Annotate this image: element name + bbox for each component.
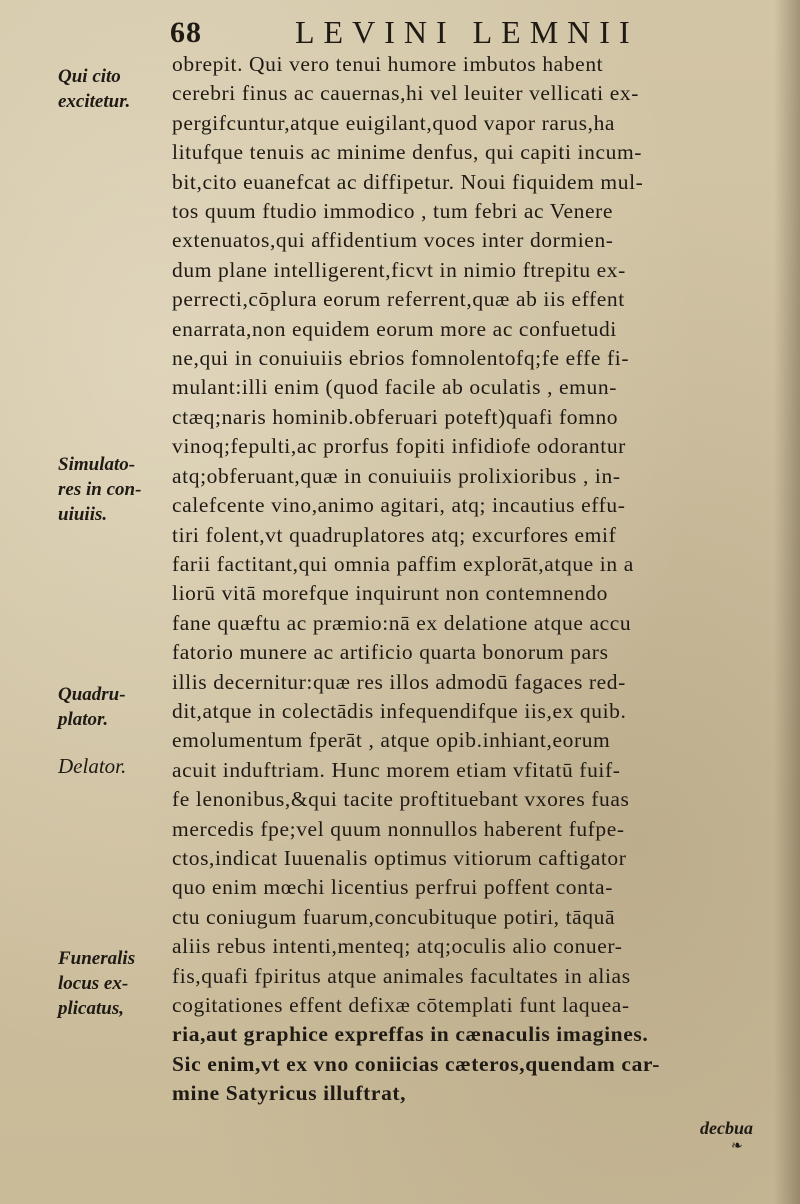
text-line: fatorio munere ac artificio quarta bonorum pars [172, 640, 609, 665]
text-line: ne,qui in conuiuiis ebrios fomnolentofq;fe effe fi- [172, 346, 630, 371]
text-line: enarrata,non equidem eorum more ac confuetudi [172, 316, 617, 341]
text-line: aliis rebus intenti,menteq; atq;oculis alio conuer- [172, 934, 623, 959]
text-line: tos quum ftudio immodico , tum febri ac Venere [172, 199, 613, 224]
margin-note: Delator. [58, 754, 127, 778]
text-line: bit,cito euanefcat ac diffipetur. Noui fiquidem mul- [172, 169, 644, 194]
text-line: farii factitant,qui omnia paffim explorāt,atque in a [172, 551, 634, 576]
text-line: vinoq;fepulti,ac prorfus fopiti infidiofe odorantur [172, 434, 626, 459]
text-line: mine Satyricus illuftrat, [172, 1081, 407, 1106]
margin-note: Simulato- res in con- uiuiis. [58, 454, 142, 525]
text-line: dum plane intelligerent,ficvt in nimio ftrepitu ex- [172, 257, 626, 282]
running-head: LEVINI LEMNII [295, 14, 639, 50]
text-line: illis decernitur:quæ res illos admodū fagaces red- [172, 669, 626, 694]
text-line: mercedis fpe;vel quum nonnullos haberent fufpe- [172, 816, 625, 841]
text-line: calefcente vino,animo agitari, atq; incautius effu- [172, 493, 626, 518]
text-line: litufque tenuis ac minime denfus, qui capiti incum- [172, 140, 643, 165]
text-line: fane quæftu ac præmio:nā ex delatione atque accu [172, 610, 632, 635]
text-line: ctos,indicat Iuuenalis optimus vitiorum caftigator [172, 845, 627, 870]
text-line: mulant:illi enim (quod facile ab oculatis , emun- [172, 375, 617, 400]
text-line: dit,atque in colectādis infequendifque iis,ex quib. [172, 698, 627, 723]
ornament-icon: ❧ [731, 1139, 743, 1154]
text-line: cerebri finus ac cauernas,hi vel leuiter vellicati ex- [172, 81, 639, 106]
margin-notes [0, 0, 165, 1204]
text-line: atq;obferuant,quæ in conuiuiis prolixioribus , in- [172, 463, 621, 488]
text-line: emolumentum fperāt , atque opib.inhiant,eorum [172, 728, 611, 753]
text-line: Sic enim,vt ex vno coniicias cæteros,quendam car- [172, 1051, 661, 1076]
text-line: extenuatos,qui affidentium voces inter dormien- [172, 228, 614, 253]
catchword: decbua [700, 1118, 753, 1138]
text-line: fis,quafi fpiritus atque animales facultates in alias [172, 963, 631, 988]
text-line: pergifcuntur,atque euigilant,quod vapor rarus,ha [172, 110, 616, 135]
margin-note: Quadru- plator. [58, 684, 126, 730]
text-line: obrepit. Qui vero tenui humore imbutos habent [172, 52, 604, 76]
page-number: 68 [170, 16, 202, 49]
text-line: tiri folent,vt quadruplatores atq; excurfores emif [172, 522, 617, 547]
main-text-block [172, 50, 782, 1109]
text-line: quo enim mœchi licentius perfrui poffent conta- [172, 875, 613, 900]
text-line: cogitationes effent defixæ cōtemplati funt laquea- [172, 993, 630, 1017]
text-line: liorū vitā morefque inquirunt non contemnendo [172, 581, 609, 606]
text-line: fe lenonibus,&qui tacite proftituebant vxores fuas [172, 787, 630, 812]
text-line: acuit induftriam. Hunc morem etiam vfitatū fuif- [172, 757, 621, 782]
margin-note: Funeralis locus ex- plicatus, [58, 948, 136, 1019]
text-line: ria,aut graphice expreffas in cænaculis imagines. [172, 1022, 649, 1047]
text-line: ctæq;naris hominib.obferuari poteft)quafi fomno [172, 404, 619, 429]
text-line: ctu coniugum fuarum,concubituque potiri, tāquā [172, 904, 616, 929]
text-line: perrecti,cōplura eorum referrent,quæ ab iis effent [172, 287, 625, 312]
margin-note: Qui cito excitetur. [58, 66, 131, 112]
